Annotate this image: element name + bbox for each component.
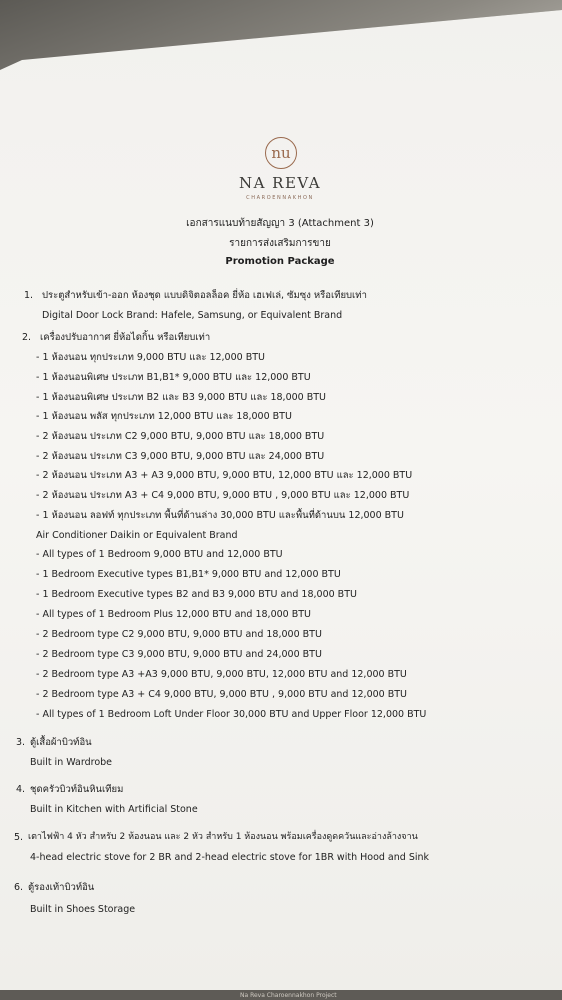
- item-line: - 1 ห้องนอน ทุกประเภท 9,000 BTU และ 12,000 BTU: [36, 352, 265, 363]
- item-number: 1.: [24, 290, 34, 301]
- item-line: - 2 Bedroom type A3 + C4 9,000 BTU, 9,000 BTU , 9,000 BTU and 12,000 BTU: [36, 689, 407, 700]
- item-number: 2.: [22, 332, 32, 343]
- item-number: 5.: [14, 832, 24, 843]
- item-line: ตู้เสื้อผ้าบิวท์อิน: [30, 737, 92, 748]
- item-line: - All types of 1 Bedroom Loft Under Floor 30,000 BTU and Upper Floor 12,000 BTU: [36, 709, 427, 720]
- promotion-title-english: Promotion Package: [225, 256, 335, 267]
- item-line: - All types of 1 Bedroom 9,000 BTU and 12,000 BTU: [36, 549, 283, 560]
- item-line: - 2 Bedroom type C3 9,000 BTU, 9,000 BTU and 24,000 BTU: [36, 649, 322, 660]
- item-line: - All types of 1 Bedroom Plus 12,000 BTU and 18,000 BTU: [36, 609, 312, 620]
- item-line: 4-head electric stove for 2 BR and 2-head electric stove for 1BR with Hood and Sink: [30, 852, 430, 863]
- item-line: เครื่องปรับอากาศ ยี่ห้อไดกิ้น หรือเทียบเท่า: [40, 332, 211, 343]
- item-line: - 1 ห้องนอนพิเศษ ประเภท B1,B1* 9,000 BTU และ 12,000 BTU: [36, 372, 311, 383]
- item-line: - 1 ห้องนอน พลัส ทุกประเภท 12,000 BTU และ 18,000 BTU: [36, 411, 292, 422]
- item-line: เตาไฟฟ้า 4 หัว สำหรับ 2 ห้องนอน และ 2 หัว สำหรับ 1 ห้องนอน พร้อมเครื่องดูดควันและอ่างล้างจาน: [28, 832, 418, 842]
- attachment-title: เอกสารแนบท้ายสัญญา 3 (Attachment 3): [186, 218, 374, 229]
- item-number: 3.: [16, 737, 26, 748]
- item-line: ตู้รองเท้าบิวท์อิน: [28, 882, 95, 893]
- item-line: - 2 Bedroom type C2 9,000 BTU, 9,000 BTU and 18,000 BTU: [36, 629, 322, 640]
- item-line: Built in Shoes Storage: [30, 904, 136, 915]
- item-line: Built in Wardrobe: [30, 757, 113, 768]
- item-line: - 2 ห้องนอน ประเภท C2 9,000 BTU, 9,000 BTU และ 18,000 BTU: [36, 431, 325, 442]
- item-line: - 2 ห้องนอน ประเภท C3 9,000 BTU, 9,000 BTU และ 24,000 BTU: [36, 451, 325, 462]
- item-line: - 2 Bedroom type A3 +A3 9,000 BTU, 9,000 BTU, 12,000 BTU and 12,000 BTU: [36, 669, 407, 680]
- item-line: ชุดครัวบิวท์อินหินเทียม: [30, 784, 124, 795]
- item-number: 4.: [16, 784, 26, 795]
- item-line: - 2 ห้องนอน ประเภท A3 + C4 9,000 BTU, 9,000 BTU , 9,000 BTU และ 12,000 BTU: [36, 490, 410, 501]
- item-number: 6.: [14, 882, 24, 893]
- item-line: Air Conditioner Daikin or Equivalent Brand: [36, 530, 238, 541]
- item-line: Built in Kitchen with Artificial Stone: [30, 804, 198, 815]
- brand-name: NA REVA: [238, 174, 322, 192]
- item-line: - 2 ห้องนอน ประเภท A3 + A3 9,000 BTU, 9,000 BTU, 12,000 BTU และ 12,000 BTU: [36, 470, 413, 481]
- promotion-title-thai: รายการส่งเสริมการขาย: [229, 238, 331, 249]
- item-line: - 1 Bedroom Executive types B2 and B3 9,000 BTU and 18,000 BTU: [36, 589, 357, 600]
- item-line: Digital Door Lock Brand: Hafele, Samsung, or Equivalent Brand: [42, 310, 343, 321]
- item-line: - 1 ห้องนอนพิเศษ ประเภท B2 และ B3 9,000 BTU และ 18,000 BTU: [36, 392, 327, 403]
- footer-text: Na Reva Charoennakhon Project: [240, 992, 337, 999]
- item-line: - 1 ห้องนอน ลอฟท์ ทุกประเภท พื้นที่ด้านล่าง 30,000 BTU และพื้นที่ด้านบน 12,000 BTU: [36, 510, 404, 521]
- item-line: ประตูสำหรับเข้า-ออก ห้องชุด แบบดิจิตอลล็อค ยี่ห้อ เฮเฟเล่, ซัมซุง หรือเทียบเท่า: [42, 290, 367, 301]
- brand-logo-icon: nu: [265, 137, 297, 169]
- brand-subtitle: CHAROENNAKHON: [246, 195, 314, 201]
- item-line: - 1 Bedroom Executive types B1,B1* 9,000 BTU and 12,000 BTU: [36, 569, 341, 580]
